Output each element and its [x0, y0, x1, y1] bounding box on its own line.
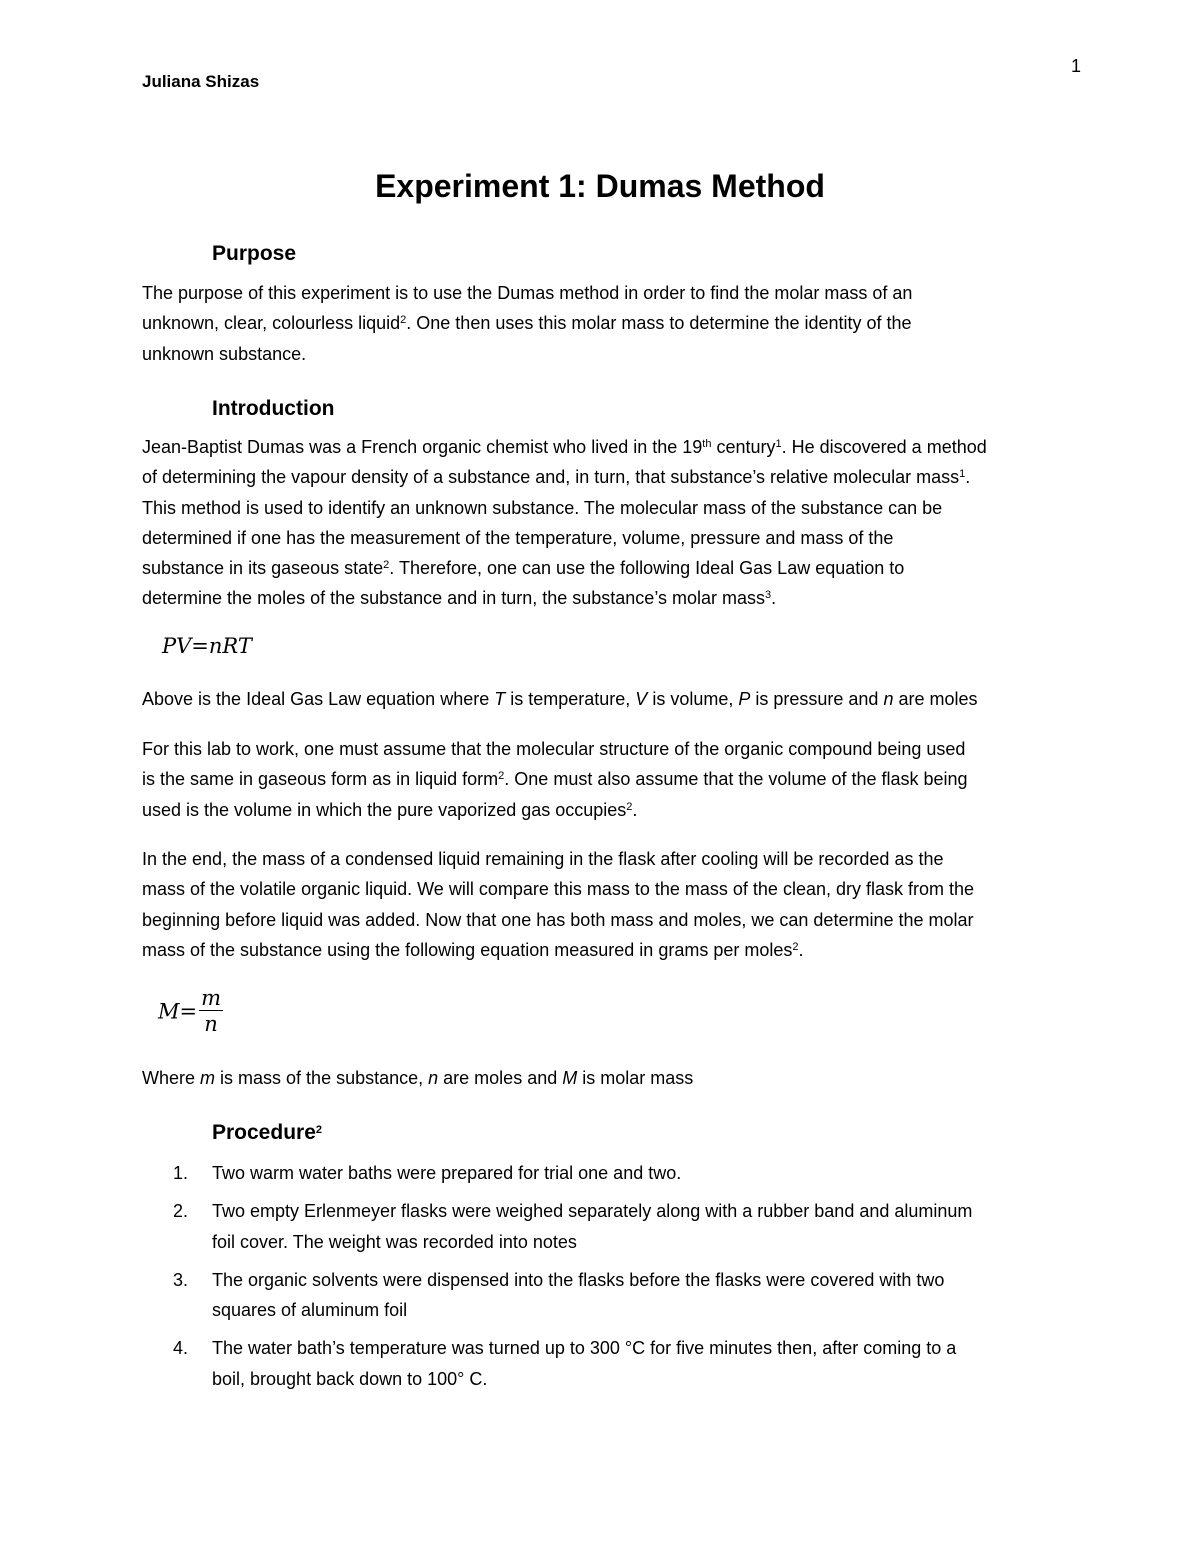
procedure-list: [142, 1158, 1062, 1402]
page-number: 1: [1071, 56, 1082, 76]
procedure-step: 4. The water bath’s temperature was turned up to 300 °C for five minutes then, after coming to a boil, brought back down to 100° C.: [173, 1338, 957, 1389]
purpose-line: unknown, clear, colourless liquid$^2$. One then uses this molar mass to determine the identity of the: [142, 313, 912, 334]
introduction-paragraph-2: Above is the Ideal Gas Law equation where T is temperature, V is volume, P is pressure and n are moles: [142, 689, 978, 709]
procedure-step: 1. Two warm water baths were prepared for trial one and two.: [173, 1163, 682, 1183]
introduction-paragraph-3: For this lab to work, one must assume that the molecular structure of the organic compound being used is the same in gaseous form as in liquid form$^2$. One must also assume that the volume of the flask being used is the volume in which the pure vaporized gas occupies$^2$.: [142, 739, 968, 820]
procedure-step: 2. Two empty Erlenmeyer flasks were weighed separately along with a rubber band and aluminum foil cover. The weight was recorded into notes: [173, 1201, 973, 1252]
procedure-heading: Procedure$^2$: [212, 1121, 322, 1144]
purpose-line: The purpose of this experiment is to use the Dumas method in order to find the molar mass of an: [142, 283, 913, 303]
molar-mass-equation: M= $\frac{m}{n}$: [158, 986, 222, 1036]
author-name: Juliana Shizas: [142, 72, 260, 91]
purpose-paragraph: [142, 278, 1062, 369]
document-title: Experiment 1: Dumas Method: [375, 168, 825, 204]
introduction-paragraph-1: Jean-Baptist Dumas was a French organic chemist who lived in the 19th century$^1$. He discovered a method of determining the vapour density of a substance and, in turn, that substance’s relative molecular mass$^1$. This method is used to identify an unknown substance. The molecular mass of the substance can be determined if one has the measurement of the temperature, volume, pressure and mass of the substance in its gaseous state$^2$. Therefore, one can use the following Ideal Gas Law equation to determine the moles of the substance and in turn, the substance’s molar mass$^3$.: [142, 437, 987, 609]
introduction-paragraph-5: Where m is mass of the substance, n are moles and M is molar mass: [142, 1068, 694, 1088]
ideal-gas-equation: PV=nRT: [162, 634, 252, 658]
procedure-step: 3. The organic solvents were dispensed into the flasks before the flasks were covered with two squares of aluminum foil: [173, 1269, 945, 1321]
introduction-heading: Introduction: [212, 397, 335, 420]
purpose-line: unknown substance.: [142, 343, 307, 364]
introduction-paragraph-4: In the end, the mass of a condensed liquid remaining in the flask after cooling will be recorded as the mass of the volatile organic liquid. We will compare this mass to the mass of the clean, dry flask from the beginning before liquid was added. Now that one has both mass and moles, we can determine the molar mass of the substance using the following equation measured in grams per moles$^2$.: [142, 849, 975, 960]
purpose-heading: Purpose: [212, 242, 297, 265]
